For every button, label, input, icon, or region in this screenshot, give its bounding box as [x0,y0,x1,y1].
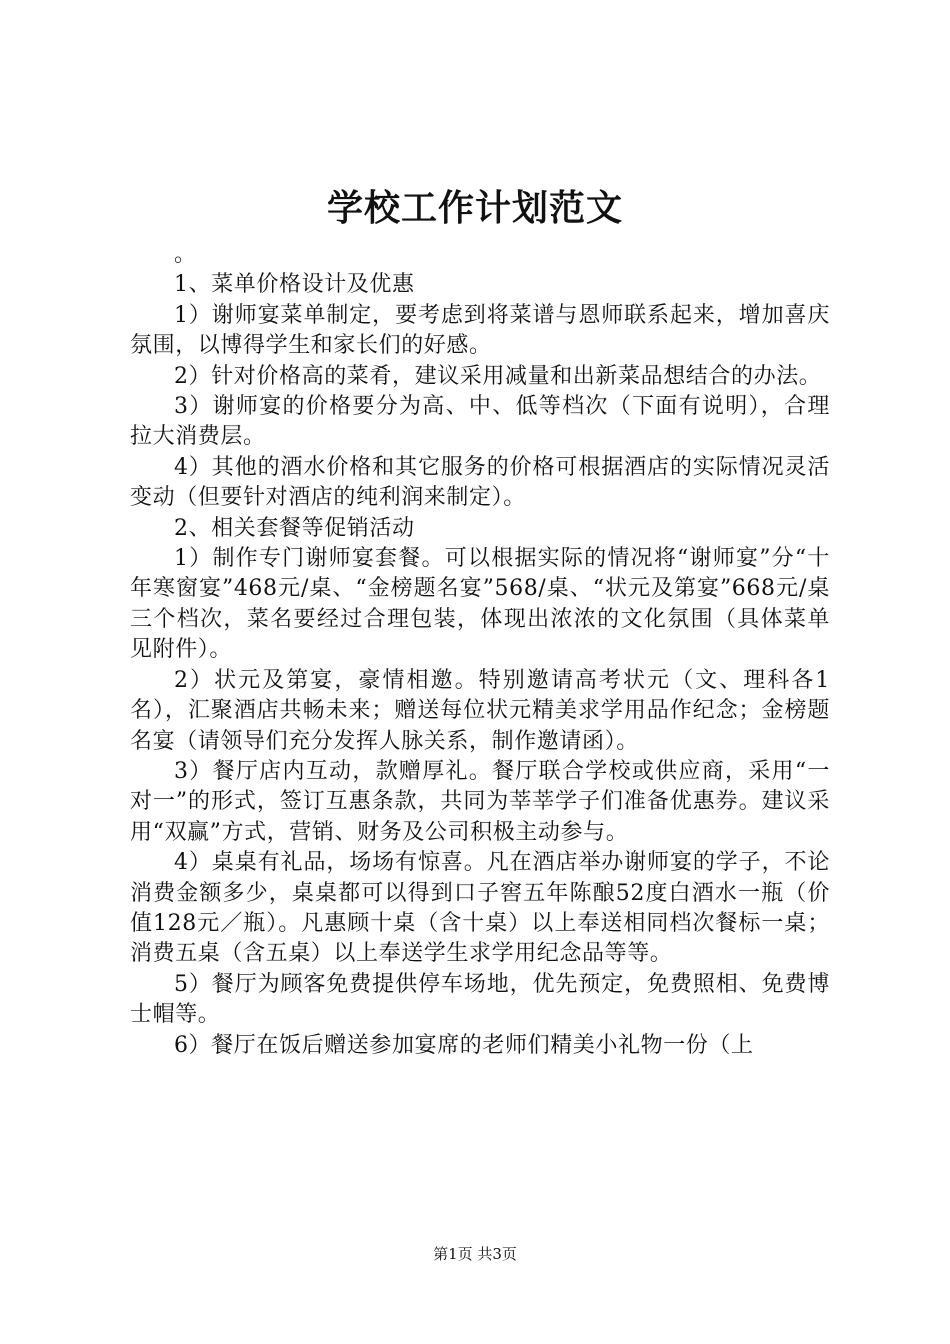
paragraph: 1）谢师宴菜单制定，要考虑到将菜谱与恩师联系起来，增加喜庆氛围，以博得学生和家长们的好感。 [130,302,830,359]
paragraph: 3）餐厅店内互动，款赠厚礼。餐厅联合学校或供应商，采用“一对一”的形式，签订互惠条款，共同为莘莘学子们准备优惠券。建议采用“双赢”方式，营销、财务及公司积极主动参与。 [130,758,830,845]
document-title: 学校工作计划范文 [326,187,623,229]
paragraph: 5）餐厅为顾客免费提供停车场地，优先预定，免费照相、免费博士帽等。 [130,971,830,1028]
paragraph: 4）桌桌有礼品，场场有惊喜。凡在酒店举办谢师宴的学子，不论消费金额多少，桌桌都可以得到口子窖五年陈酿52度白酒水一瓶（价值128元／瓶）。凡惠顾十桌（含十桌）以上奉送相同档次餐标一桌；消费五桌（含五桌）以上奉送学生求学用纪念品等等。 [130,850,830,967]
page-footer: 第1页 共3页 [433,1245,517,1263]
section-heading: 1、菜单价格设计及优惠 [174,272,415,298]
paragraph: 2）针对价格高的菜肴，建议采用减量和出新菜品想结合的办法。 [174,363,822,389]
paragraph: 1）制作专门谢师宴套餐。可以根据实际的情况将“谢师宴”分“十年寒窗宴”468元/桌、“金榜题名宴”568/桌、“状元及第宴”668元/桌三个档次，菜名要经过合理包装，体现出浓浓的文化氛围（具体菜单见附件）。 [130,546,830,663]
paragraph: 6）餐厅在饭后赠送参加宴席的老师们精美小礼物一份（上 [174,1032,754,1058]
paragraph: 2）状元及第宴，豪情相邀。特别邀请高考状元（文、理科各1名），汇聚酒店共畅未来；赠送每位状元精美求学用品作纪念；金榜题名宴（请领导们充分发挥人脉关系，制作邀请函）。 [130,667,830,754]
section-heading: 2、相关套餐等促销活动 [174,515,415,541]
document-body [130,240,830,1061]
paragraph: 3）谢师宴的价格要分为高、中、低等档次（下面有说明），合理拉大消费层。 [130,394,830,450]
paragraph: 。 [174,242,197,267]
paragraph: 4）其他的酒水价格和其它服务的价格可根据酒店的实际情况灵活变动（但要针对酒店的纯利润来制定）。 [130,454,830,511]
